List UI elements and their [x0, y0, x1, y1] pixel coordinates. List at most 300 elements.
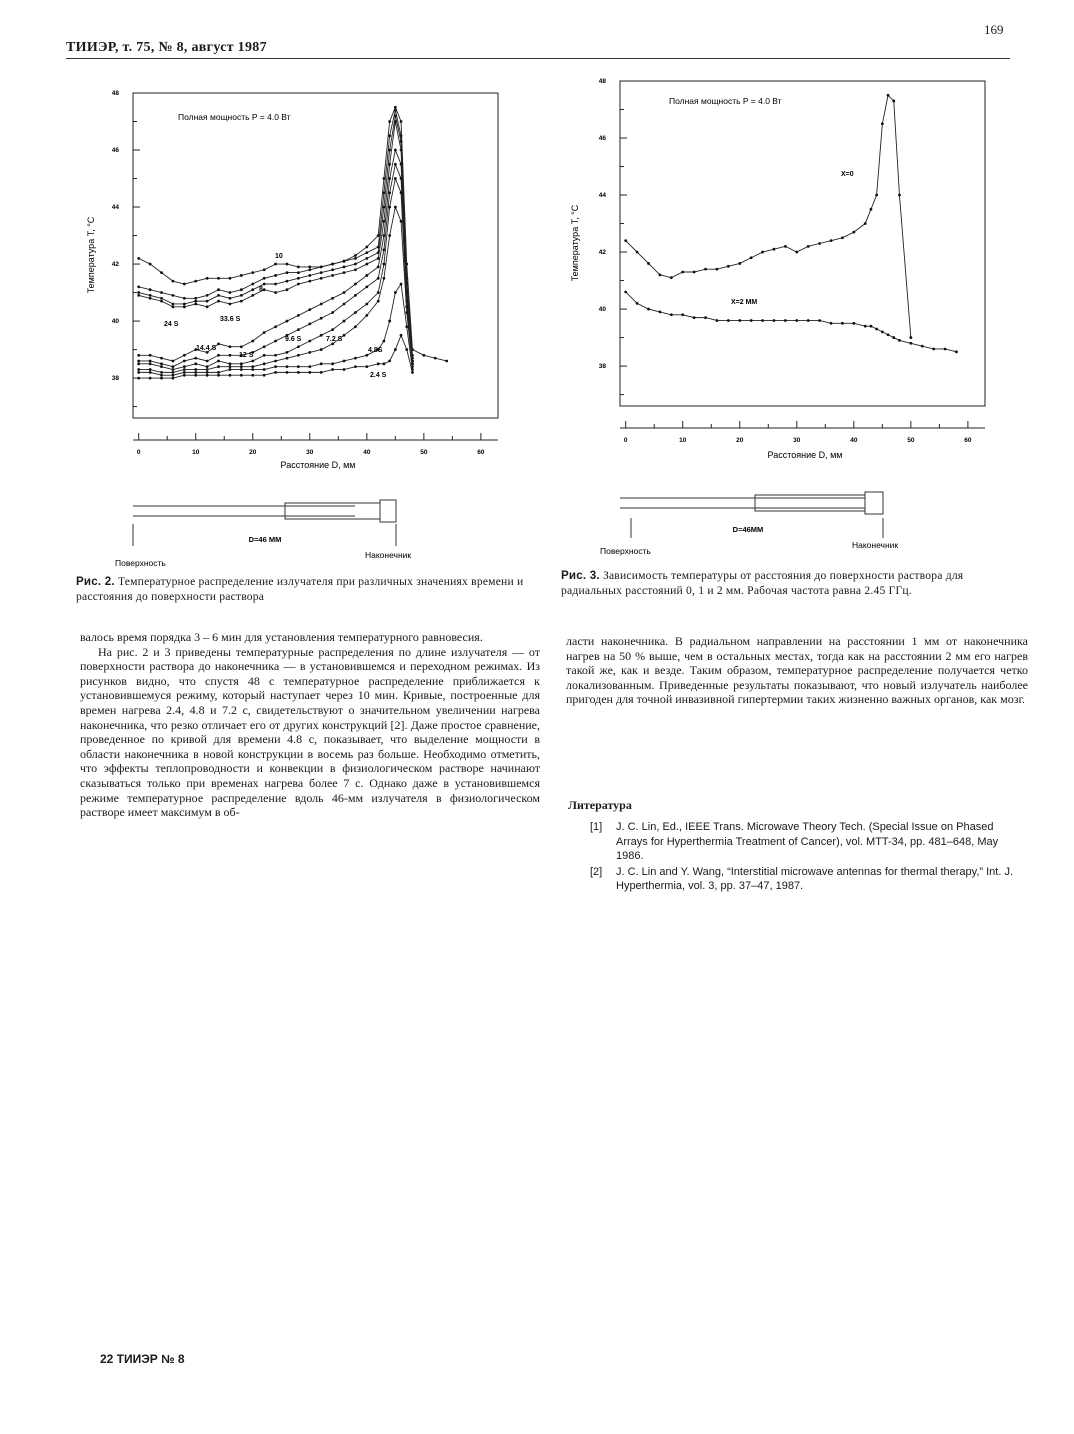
data-point — [354, 357, 357, 360]
data-point — [274, 365, 277, 368]
data-point — [405, 348, 408, 351]
data-point — [286, 371, 289, 374]
data-point — [320, 266, 323, 269]
series-line — [139, 116, 413, 361]
data-point — [194, 357, 197, 360]
data-point — [377, 266, 380, 269]
x-tick-label: 10 — [679, 437, 687, 444]
x-tick-label: 20 — [249, 449, 257, 456]
data-point — [636, 302, 639, 305]
data-point — [240, 294, 243, 297]
data-point — [795, 319, 798, 322]
data-point — [160, 291, 163, 294]
data-point — [308, 323, 311, 326]
data-point — [394, 109, 397, 112]
data-point — [331, 368, 334, 371]
dimension-label: D=46 ММ — [248, 535, 282, 544]
data-point — [286, 351, 289, 354]
data-point — [898, 339, 901, 342]
reference-number: [2] — [590, 865, 603, 878]
caption-label: Рис. 3. — [561, 569, 600, 582]
data-point — [394, 120, 397, 123]
data-point — [149, 288, 152, 291]
data-point — [405, 325, 408, 328]
data-point — [194, 371, 197, 374]
data-point — [217, 374, 220, 377]
data-point — [354, 257, 357, 260]
data-point — [400, 191, 403, 194]
y-tick-label: 44 — [598, 192, 606, 200]
data-point — [137, 362, 140, 365]
figure-3-chart — [565, 68, 995, 468]
data-point — [388, 177, 391, 180]
data-point — [365, 263, 368, 266]
data-point — [343, 368, 346, 371]
data-point — [183, 354, 186, 357]
data-point — [160, 300, 163, 303]
data-point — [229, 368, 232, 371]
y-tick-label: 46 — [111, 147, 119, 155]
data-point — [160, 365, 163, 368]
paragraph: На рис. 2 и 3 приведены температурные распределения по длине излучателя — от поверхности раствора до наконечника — в установившемся и переходном режимах. Из рисунков видно, что спустя 48 с температурное распределение приближается к установившемуся режиму, который наступает через 10 мин. Кривые, построенные для времен нагрева 2.4, 4.8 и 7.2 с, свидетельствуют о значительном увеличении нагрева наконечника, что резко отличает его от других конструкций [2]. Даже простое сравнение, проведенное по кривой для времени 4.8 с, показывает, что выделение мощности в области наконечника в новой конструкции в восемь раз больше. Необходимо отметить, что эффекты теплопроводности и конвекции в физиологическом растворе начинают сказываться только при временах нагрева более 7 с. Однако даже в установившемся режиме температурное распределение вдоль 46-мм излучателя в физиологическом растворе имеет максимум в об- — [80, 644, 540, 820]
data-point — [320, 277, 323, 280]
power-label: Полная мощность P = 4.0 Вт — [669, 96, 782, 106]
data-point — [206, 360, 209, 363]
data-point — [331, 297, 334, 300]
curve-label-24s: 24 S — [164, 321, 179, 328]
data-point — [274, 371, 277, 374]
data-point — [217, 294, 220, 297]
data-point — [320, 303, 323, 306]
data-point — [647, 262, 650, 265]
data-point — [160, 371, 163, 374]
data-point — [263, 354, 266, 357]
y-tick-label: 48 — [111, 90, 119, 97]
paragraph: валось время порядка 3 – 6 мин для установления температурного равновесия. — [80, 630, 483, 644]
data-point — [229, 297, 232, 300]
probe-tip-section — [285, 503, 380, 519]
data-point — [274, 360, 277, 363]
y-axis — [112, 90, 140, 407]
x-axis-label: Расстояние D, мм — [280, 460, 356, 470]
data-point — [738, 262, 741, 265]
data-point — [343, 334, 346, 337]
x-tick-label: 20 — [736, 437, 744, 444]
data-point — [183, 371, 186, 374]
figure-2-chart — [78, 80, 508, 480]
data-point — [229, 345, 232, 348]
data-point — [400, 140, 403, 143]
data-point — [160, 297, 163, 300]
dimension-label: D=46ММ — [732, 525, 764, 534]
series-layer — [624, 94, 958, 353]
data-point — [172, 368, 175, 371]
data-point — [263, 374, 266, 377]
data-point — [286, 320, 289, 323]
curve-label-8: 8 — [259, 286, 263, 293]
data-point — [172, 305, 175, 308]
series-line — [626, 95, 911, 337]
curve-label-14-4s: 14.4 S — [196, 345, 217, 352]
data-point — [320, 362, 323, 365]
data-point — [647, 308, 650, 311]
data-point — [297, 365, 300, 368]
data-point — [422, 354, 425, 357]
data-point — [932, 348, 935, 351]
data-point — [383, 277, 386, 280]
data-point — [909, 336, 912, 339]
data-point — [172, 303, 175, 306]
references-title: Литература — [568, 798, 632, 812]
data-point — [206, 374, 209, 377]
data-point — [286, 288, 289, 291]
figure-2-probe-diagram — [95, 490, 485, 570]
data-point — [172, 280, 175, 283]
data-point — [240, 288, 243, 291]
y-tick-label: 38 — [598, 363, 606, 371]
curve-label-x2: X=2 ММ — [731, 299, 758, 306]
data-point — [445, 360, 448, 363]
data-point — [365, 257, 368, 260]
data-point — [807, 245, 810, 248]
data-point — [206, 294, 209, 297]
data-point — [659, 273, 662, 276]
y-axis — [599, 78, 627, 395]
data-point — [172, 374, 175, 377]
running-header: ТИИЭР, т. 75, № 8, август 1987 — [66, 40, 267, 55]
x-tick-label: 0 — [623, 437, 628, 444]
curve-label-4-8s: 4.8S — [368, 347, 383, 354]
data-point — [263, 277, 266, 280]
data-point — [909, 342, 912, 345]
y-tick-label: 40 — [111, 318, 119, 326]
data-point — [716, 319, 719, 322]
data-point — [670, 276, 673, 279]
data-point — [388, 234, 391, 237]
data-point — [149, 371, 152, 374]
curve-label-12s: 12 S — [239, 352, 254, 359]
plot-frame — [620, 81, 985, 406]
data-point — [331, 274, 334, 277]
data-point — [297, 271, 300, 274]
data-point — [137, 371, 140, 374]
data-point — [331, 328, 334, 331]
surface-label: Поверхность — [600, 546, 651, 556]
data-point — [297, 266, 300, 269]
data-point — [263, 362, 266, 365]
data-point — [149, 354, 152, 357]
data-point — [870, 325, 873, 328]
data-point — [286, 263, 289, 266]
data-point — [365, 354, 368, 357]
data-point — [331, 311, 334, 314]
data-point — [251, 340, 254, 343]
data-point — [388, 134, 391, 137]
data-point — [394, 163, 397, 166]
data-point — [343, 271, 346, 274]
data-point — [183, 365, 186, 368]
data-point — [388, 149, 391, 152]
data-point — [331, 268, 334, 271]
data-point — [434, 357, 437, 360]
data-point — [875, 194, 878, 197]
data-point — [354, 311, 357, 314]
data-point — [795, 251, 798, 254]
data-point — [841, 236, 844, 239]
data-point — [693, 271, 696, 274]
reference-number: [1] — [590, 821, 603, 833]
x-axis — [620, 421, 985, 444]
data-point — [160, 271, 163, 274]
data-point — [405, 311, 408, 314]
data-point — [354, 254, 357, 257]
data-point — [394, 149, 397, 152]
data-point — [411, 371, 414, 374]
data-point — [217, 277, 220, 280]
x-tick-label: 40 — [850, 437, 858, 444]
data-point — [377, 362, 380, 365]
data-point — [172, 365, 175, 368]
data-point — [852, 322, 855, 325]
data-point — [365, 285, 368, 288]
data-point — [137, 377, 140, 380]
data-point — [388, 191, 391, 194]
data-point — [320, 271, 323, 274]
data-point — [240, 274, 243, 277]
data-point — [727, 319, 730, 322]
data-point — [308, 280, 311, 283]
footer: 22 ТИИЭР № 8 — [100, 1352, 185, 1366]
data-point — [206, 277, 209, 280]
data-point — [286, 271, 289, 274]
data-point — [217, 360, 220, 363]
data-point — [365, 274, 368, 277]
data-point — [206, 368, 209, 371]
data-point — [898, 194, 901, 197]
figure-2-caption — [76, 574, 531, 604]
probe-tip — [865, 492, 883, 514]
data-point — [217, 300, 220, 303]
data-point — [773, 248, 776, 251]
data-point — [400, 283, 403, 286]
data-point — [206, 371, 209, 374]
reference-text: J. C. Lin, Ed., IEEE Trans. Microwave Theory Tech. (Special Issue on Phased Arrays for Hyperthermia Treatment of Cancer), vol. MTT-34, pp. 481–648, May 1986. — [616, 821, 999, 862]
data-point — [274, 354, 277, 357]
data-point — [388, 360, 391, 363]
data-point — [149, 297, 152, 300]
power-label: Полная мощность P = 4.0 Вт — [178, 112, 291, 122]
curve-label-7-2s: 7.2 S — [326, 336, 343, 343]
data-point — [149, 263, 152, 266]
data-point — [194, 280, 197, 283]
data-point — [727, 265, 730, 268]
page-number: 169 — [984, 22, 1004, 37]
data-point — [624, 239, 627, 242]
data-point — [841, 322, 844, 325]
data-point — [750, 319, 753, 322]
y-tick-label: 46 — [598, 135, 606, 143]
data-point — [251, 368, 254, 371]
data-point — [365, 314, 368, 317]
data-point — [354, 365, 357, 368]
data-point — [881, 330, 884, 333]
data-point — [229, 291, 232, 294]
data-point — [149, 362, 152, 365]
curve-label-33-6s: 33.6 S — [220, 316, 241, 323]
data-point — [365, 365, 368, 368]
data-point — [864, 325, 867, 328]
data-point — [807, 319, 810, 322]
reference-text: J. C. Lin and Y. Wang, “Interstitial microwave antennas for thermal therapy,” Int. J. Hyperthermia, vol. 3, pp. 37–47, 1987. — [616, 865, 1013, 892]
data-point — [308, 365, 311, 368]
probe-tip — [380, 500, 396, 522]
figure-3-probe-diagram — [600, 484, 980, 560]
data-point — [354, 268, 357, 271]
data-point — [343, 320, 346, 323]
data-point — [377, 277, 380, 280]
series-line — [626, 292, 957, 352]
data-point — [240, 345, 243, 348]
data-point — [206, 305, 209, 308]
data-point — [137, 285, 140, 288]
data-point — [194, 297, 197, 300]
data-point — [217, 342, 220, 345]
data-point — [887, 94, 890, 97]
data-point — [636, 251, 639, 254]
data-point — [274, 274, 277, 277]
data-point — [240, 362, 243, 365]
data-point — [274, 263, 277, 266]
data-point — [320, 348, 323, 351]
data-point — [274, 291, 277, 294]
data-point — [354, 294, 357, 297]
data-point — [297, 371, 300, 374]
data-point — [194, 374, 197, 377]
data-point — [206, 300, 209, 303]
data-point — [870, 208, 873, 211]
curve-label-x0: X=0 — [841, 171, 854, 178]
x-tick-label: 40 — [363, 449, 371, 456]
data-point — [183, 368, 186, 371]
data-point — [183, 297, 186, 300]
x-tick-label: 0 — [136, 449, 141, 456]
data-point — [217, 288, 220, 291]
data-point — [377, 300, 380, 303]
data-point — [354, 325, 357, 328]
data-point — [183, 374, 186, 377]
data-point — [308, 308, 311, 311]
data-point — [194, 362, 197, 365]
x-tick-label: 10 — [192, 449, 200, 456]
data-point — [320, 334, 323, 337]
data-point — [160, 362, 163, 365]
series-line — [139, 110, 413, 355]
data-point — [149, 294, 152, 297]
data-point — [830, 239, 833, 242]
data-point — [320, 371, 323, 374]
curve-label-10: 10 — [275, 253, 283, 260]
y-tick-label: 48 — [598, 78, 606, 85]
caption-label: Рис. 2. — [76, 575, 115, 588]
data-point — [240, 374, 243, 377]
data-point — [365, 246, 368, 249]
data-point — [297, 354, 300, 357]
data-point — [137, 291, 140, 294]
data-point — [400, 334, 403, 337]
data-point — [400, 177, 403, 180]
data-point — [388, 163, 391, 166]
data-point — [308, 340, 311, 343]
data-point — [704, 268, 707, 271]
data-point — [251, 283, 254, 286]
data-point — [944, 348, 947, 351]
data-point — [251, 271, 254, 274]
data-point — [343, 266, 346, 269]
data-point — [383, 263, 386, 266]
x-tick-label: 50 — [420, 449, 428, 456]
caption-text: Температурное распределение излучателя при различных значениях времени и расстояния до поверхности раствора — [76, 575, 524, 603]
data-point — [818, 319, 821, 322]
data-point — [137, 368, 140, 371]
data-point — [892, 336, 895, 339]
data-point — [761, 251, 764, 254]
data-point — [388, 320, 391, 323]
x-tick-label: 50 — [907, 437, 915, 444]
data-point — [343, 303, 346, 306]
data-point — [864, 222, 867, 225]
data-point — [172, 294, 175, 297]
data-point — [308, 268, 311, 271]
data-point — [784, 245, 787, 248]
data-point — [331, 263, 334, 266]
data-point — [286, 357, 289, 360]
data-point — [194, 368, 197, 371]
data-point — [137, 354, 140, 357]
data-point — [160, 377, 163, 380]
series-line — [139, 164, 413, 366]
data-point — [892, 100, 895, 103]
data-point — [172, 360, 175, 363]
data-point — [263, 283, 266, 286]
y-axis-label: Температура T, °C — [86, 216, 96, 294]
data-point — [308, 266, 311, 269]
figure-3-caption — [561, 568, 1017, 598]
data-point — [217, 354, 220, 357]
data-point — [194, 300, 197, 303]
data-point — [274, 325, 277, 328]
data-point — [773, 319, 776, 322]
data-point — [183, 303, 186, 306]
x-tick-label: 30 — [793, 437, 801, 444]
curve-label-9-6s: 9.6 S — [285, 336, 302, 343]
data-point — [394, 114, 397, 117]
data-point — [400, 220, 403, 223]
y-tick-label: 42 — [598, 249, 606, 257]
data-point — [172, 371, 175, 374]
data-point — [229, 303, 232, 306]
data-point — [263, 368, 266, 371]
data-point — [263, 268, 266, 271]
data-point — [377, 291, 380, 294]
data-point — [137, 257, 140, 260]
data-point — [297, 283, 300, 286]
data-point — [394, 106, 397, 109]
data-point — [887, 333, 890, 336]
reference-item — [590, 865, 1026, 894]
data-point — [229, 365, 232, 368]
data-point — [383, 340, 386, 343]
tip-label: Наконечник — [852, 540, 899, 550]
